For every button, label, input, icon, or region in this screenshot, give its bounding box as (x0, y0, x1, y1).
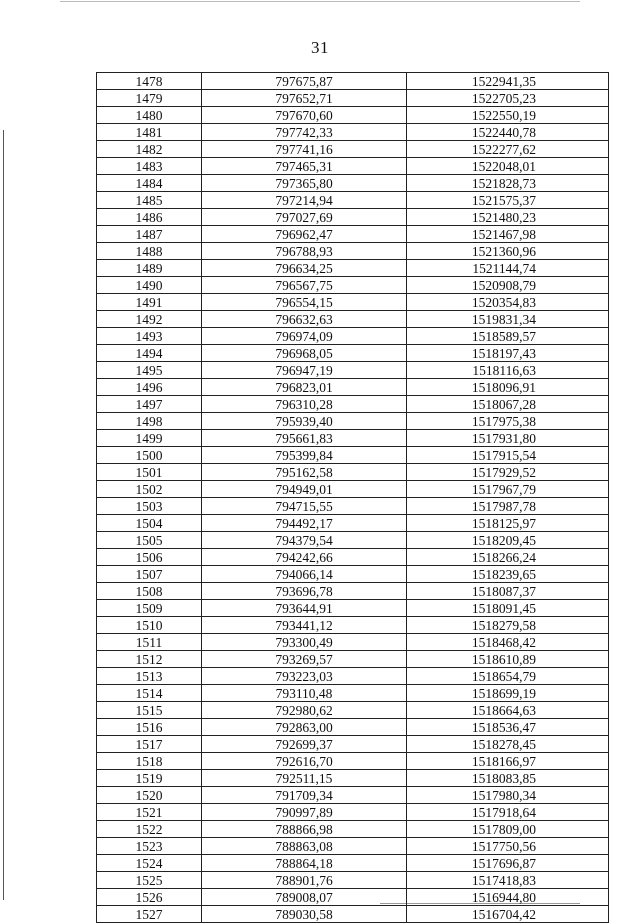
point-number-cell: 1481 (97, 124, 202, 141)
point-number-cell: 1483 (97, 158, 202, 175)
point-number-cell: 1488 (97, 243, 202, 260)
table-row (97, 719, 609, 736)
x-coordinate-cell: 788864,18 (202, 855, 407, 872)
point-number-cell: 1523 (97, 838, 202, 855)
table-row (97, 226, 609, 243)
table-row (97, 804, 609, 821)
point-number-cell: 1512 (97, 651, 202, 668)
x-coordinate-cell: 795399,84 (202, 447, 407, 464)
point-number-cell: 1524 (97, 855, 202, 872)
x-coordinate-cell: 796788,93 (202, 243, 407, 260)
y-coordinate-cell: 1516704,42 (407, 906, 609, 923)
x-coordinate-cell: 792616,70 (202, 753, 407, 770)
point-number-cell: 1490 (97, 277, 202, 294)
y-coordinate-cell: 1522705,23 (407, 90, 609, 107)
point-number-cell: 1507 (97, 566, 202, 583)
y-coordinate-cell: 1521480,23 (407, 209, 609, 226)
point-number-cell: 1500 (97, 447, 202, 464)
x-coordinate-cell: 797652,71 (202, 90, 407, 107)
table-row (97, 702, 609, 719)
x-coordinate-cell: 795939,40 (202, 413, 407, 430)
y-coordinate-cell: 1518083,85 (407, 770, 609, 787)
table-row (97, 787, 609, 804)
point-number-cell: 1482 (97, 141, 202, 158)
x-coordinate-cell: 792511,15 (202, 770, 407, 787)
point-number-cell: 1499 (97, 430, 202, 447)
x-coordinate-cell: 797214,94 (202, 192, 407, 209)
y-coordinate-cell: 1518266,24 (407, 549, 609, 566)
table-row (97, 158, 609, 175)
table-row (97, 430, 609, 447)
x-coordinate-cell: 797027,69 (202, 209, 407, 226)
point-number-cell: 1526 (97, 889, 202, 906)
point-number-cell: 1514 (97, 685, 202, 702)
point-number-cell: 1504 (97, 515, 202, 532)
y-coordinate-cell: 1518166,97 (407, 753, 609, 770)
x-coordinate-cell: 788863,08 (202, 838, 407, 855)
y-coordinate-cell: 1521360,96 (407, 243, 609, 260)
x-coordinate-cell: 796823,01 (202, 379, 407, 396)
x-coordinate-cell: 797741,16 (202, 141, 407, 158)
table-row (97, 753, 609, 770)
x-coordinate-cell: 791709,34 (202, 787, 407, 804)
x-coordinate-cell: 796634,25 (202, 260, 407, 277)
x-coordinate-cell: 797742,33 (202, 124, 407, 141)
point-number-cell: 1509 (97, 600, 202, 617)
y-coordinate-cell: 1517809,00 (407, 821, 609, 838)
x-coordinate-cell: 792980,62 (202, 702, 407, 719)
x-coordinate-cell: 796632,63 (202, 311, 407, 328)
point-number-cell: 1479 (97, 90, 202, 107)
point-number-cell: 1497 (97, 396, 202, 413)
x-coordinate-cell: 789008,07 (202, 889, 407, 906)
x-coordinate-cell: 797365,80 (202, 175, 407, 192)
point-number-cell: 1506 (97, 549, 202, 566)
y-coordinate-cell: 1518096,91 (407, 379, 609, 396)
y-coordinate-cell: 1517987,78 (407, 498, 609, 515)
y-coordinate-cell: 1518610,89 (407, 651, 609, 668)
point-number-cell: 1498 (97, 413, 202, 430)
point-number-cell: 1520 (97, 787, 202, 804)
x-coordinate-cell: 794949,01 (202, 481, 407, 498)
table-row (97, 396, 609, 413)
point-number-cell: 1508 (97, 583, 202, 600)
point-number-cell: 1527 (97, 906, 202, 923)
x-coordinate-cell: 794379,54 (202, 532, 407, 549)
table-row (97, 515, 609, 532)
point-number-cell: 1505 (97, 532, 202, 549)
y-coordinate-cell: 1517918,64 (407, 804, 609, 821)
point-number-cell: 1501 (97, 464, 202, 481)
table-row (97, 464, 609, 481)
table-row (97, 498, 609, 515)
point-number-cell: 1485 (97, 192, 202, 209)
table-row (97, 362, 609, 379)
table-row (97, 617, 609, 634)
y-coordinate-cell: 1517931,80 (407, 430, 609, 447)
y-coordinate-cell: 1517750,56 (407, 838, 609, 855)
coordinates-table (96, 72, 609, 923)
table-row (97, 192, 609, 209)
point-number-cell: 1492 (97, 311, 202, 328)
table-row (97, 549, 609, 566)
point-number-cell: 1487 (97, 226, 202, 243)
x-coordinate-cell: 797465,31 (202, 158, 407, 175)
y-coordinate-cell: 1518654,79 (407, 668, 609, 685)
y-coordinate-cell: 1521144,74 (407, 260, 609, 277)
table-row (97, 107, 609, 124)
table-row (97, 124, 609, 141)
table-row (97, 736, 609, 753)
x-coordinate-cell: 793223,03 (202, 668, 407, 685)
table-row (97, 447, 609, 464)
point-number-cell: 1518 (97, 753, 202, 770)
x-coordinate-cell: 797670,60 (202, 107, 407, 124)
point-number-cell: 1484 (97, 175, 202, 192)
x-coordinate-cell: 788901,76 (202, 872, 407, 889)
y-coordinate-cell: 1522550,19 (407, 107, 609, 124)
point-number-cell: 1511 (97, 634, 202, 651)
y-coordinate-cell: 1521575,37 (407, 192, 609, 209)
point-number-cell: 1515 (97, 702, 202, 719)
point-number-cell: 1489 (97, 260, 202, 277)
x-coordinate-cell: 794066,14 (202, 566, 407, 583)
y-coordinate-cell: 1521828,73 (407, 175, 609, 192)
y-coordinate-cell: 1518087,37 (407, 583, 609, 600)
scan-edge-top (60, 1, 580, 2)
x-coordinate-cell: 794492,17 (202, 515, 407, 532)
y-coordinate-cell: 1517967,79 (407, 481, 609, 498)
table-row (97, 345, 609, 362)
table-row (97, 90, 609, 107)
y-coordinate-cell: 1518197,43 (407, 345, 609, 362)
scan-edge-left (3, 130, 4, 900)
x-coordinate-cell: 796968,05 (202, 345, 407, 362)
y-coordinate-cell: 1518664,63 (407, 702, 609, 719)
x-coordinate-cell: 793441,12 (202, 617, 407, 634)
y-coordinate-cell: 1518125,97 (407, 515, 609, 532)
table-row (97, 906, 609, 923)
y-coordinate-cell: 1517980,34 (407, 787, 609, 804)
point-number-cell: 1478 (97, 73, 202, 90)
x-coordinate-cell: 793269,57 (202, 651, 407, 668)
table-row (97, 770, 609, 787)
y-coordinate-cell: 1517418,83 (407, 872, 609, 889)
y-coordinate-cell: 1518589,57 (407, 328, 609, 345)
x-coordinate-cell: 792699,37 (202, 736, 407, 753)
y-coordinate-cell: 1517915,54 (407, 447, 609, 464)
x-coordinate-cell: 794242,66 (202, 549, 407, 566)
table-row (97, 481, 609, 498)
y-coordinate-cell: 1520908,79 (407, 277, 609, 294)
y-coordinate-cell: 1518091,45 (407, 600, 609, 617)
x-coordinate-cell: 789030,58 (202, 906, 407, 923)
x-coordinate-cell: 794715,55 (202, 498, 407, 515)
table-row (97, 413, 609, 430)
y-coordinate-cell: 1518278,45 (407, 736, 609, 753)
x-coordinate-cell: 790997,89 (202, 804, 407, 821)
table-row (97, 209, 609, 226)
x-coordinate-cell: 793696,78 (202, 583, 407, 600)
point-number-cell: 1493 (97, 328, 202, 345)
point-number-cell: 1519 (97, 770, 202, 787)
point-number-cell: 1486 (97, 209, 202, 226)
point-number-cell: 1502 (97, 481, 202, 498)
y-coordinate-cell: 1518116,63 (407, 362, 609, 379)
y-coordinate-cell: 1520354,83 (407, 294, 609, 311)
point-number-cell: 1503 (97, 498, 202, 515)
table-row (97, 634, 609, 651)
y-coordinate-cell: 1518468,42 (407, 634, 609, 651)
x-coordinate-cell: 796567,75 (202, 277, 407, 294)
y-coordinate-cell: 1522048,01 (407, 158, 609, 175)
table-row (97, 651, 609, 668)
x-coordinate-cell: 793644,91 (202, 600, 407, 617)
x-coordinate-cell: 796962,47 (202, 226, 407, 243)
table-row (97, 600, 609, 617)
y-coordinate-cell: 1517696,87 (407, 855, 609, 872)
point-number-cell: 1517 (97, 736, 202, 753)
table-row (97, 311, 609, 328)
table-row (97, 685, 609, 702)
point-number-cell: 1513 (97, 668, 202, 685)
x-coordinate-cell: 792863,00 (202, 719, 407, 736)
table-row (97, 379, 609, 396)
table-row (97, 872, 609, 889)
x-coordinate-cell: 788866,98 (202, 821, 407, 838)
page-number: 31 (311, 38, 329, 57)
y-coordinate-cell: 1519831,34 (407, 311, 609, 328)
y-coordinate-cell: 1522440,78 (407, 124, 609, 141)
y-coordinate-cell: 1521467,98 (407, 226, 609, 243)
table-row (97, 889, 609, 906)
point-number-cell: 1496 (97, 379, 202, 396)
table-row (97, 73, 609, 90)
table-row (97, 821, 609, 838)
table-row (97, 838, 609, 855)
table-row (97, 328, 609, 345)
table-row (97, 668, 609, 685)
table-row (97, 243, 609, 260)
y-coordinate-cell: 1518209,45 (407, 532, 609, 549)
point-number-cell: 1494 (97, 345, 202, 362)
table-row (97, 260, 609, 277)
coordinates-table-body (97, 73, 609, 923)
table-row (97, 583, 609, 600)
x-coordinate-cell: 796310,28 (202, 396, 407, 413)
table-row (97, 141, 609, 158)
point-number-cell: 1521 (97, 804, 202, 821)
table-row (97, 855, 609, 872)
point-number-cell: 1495 (97, 362, 202, 379)
table-row (97, 294, 609, 311)
point-number-cell: 1491 (97, 294, 202, 311)
table-row (97, 532, 609, 549)
point-number-cell: 1510 (97, 617, 202, 634)
point-number-cell: 1480 (97, 107, 202, 124)
y-coordinate-cell: 1517975,38 (407, 413, 609, 430)
y-coordinate-cell: 1522277,62 (407, 141, 609, 158)
x-coordinate-cell: 795162,58 (202, 464, 407, 481)
table-row (97, 277, 609, 294)
x-coordinate-cell: 793110,48 (202, 685, 407, 702)
y-coordinate-cell: 1518699,19 (407, 685, 609, 702)
y-coordinate-cell: 1518239,65 (407, 566, 609, 583)
point-number-cell: 1522 (97, 821, 202, 838)
table-row (97, 175, 609, 192)
x-coordinate-cell: 793300,49 (202, 634, 407, 651)
y-coordinate-cell: 1517929,52 (407, 464, 609, 481)
y-coordinate-cell: 1522941,35 (407, 73, 609, 90)
x-coordinate-cell: 797675,87 (202, 73, 407, 90)
y-coordinate-cell: 1516944,80 (407, 889, 609, 906)
x-coordinate-cell: 796554,15 (202, 294, 407, 311)
x-coordinate-cell: 796974,09 (202, 328, 407, 345)
y-coordinate-cell: 1518067,28 (407, 396, 609, 413)
x-coordinate-cell: 795661,83 (202, 430, 407, 447)
table-row (97, 566, 609, 583)
y-coordinate-cell: 1518536,47 (407, 719, 609, 736)
point-number-cell: 1525 (97, 872, 202, 889)
x-coordinate-cell: 796947,19 (202, 362, 407, 379)
point-number-cell: 1516 (97, 719, 202, 736)
y-coordinate-cell: 1518279,58 (407, 617, 609, 634)
